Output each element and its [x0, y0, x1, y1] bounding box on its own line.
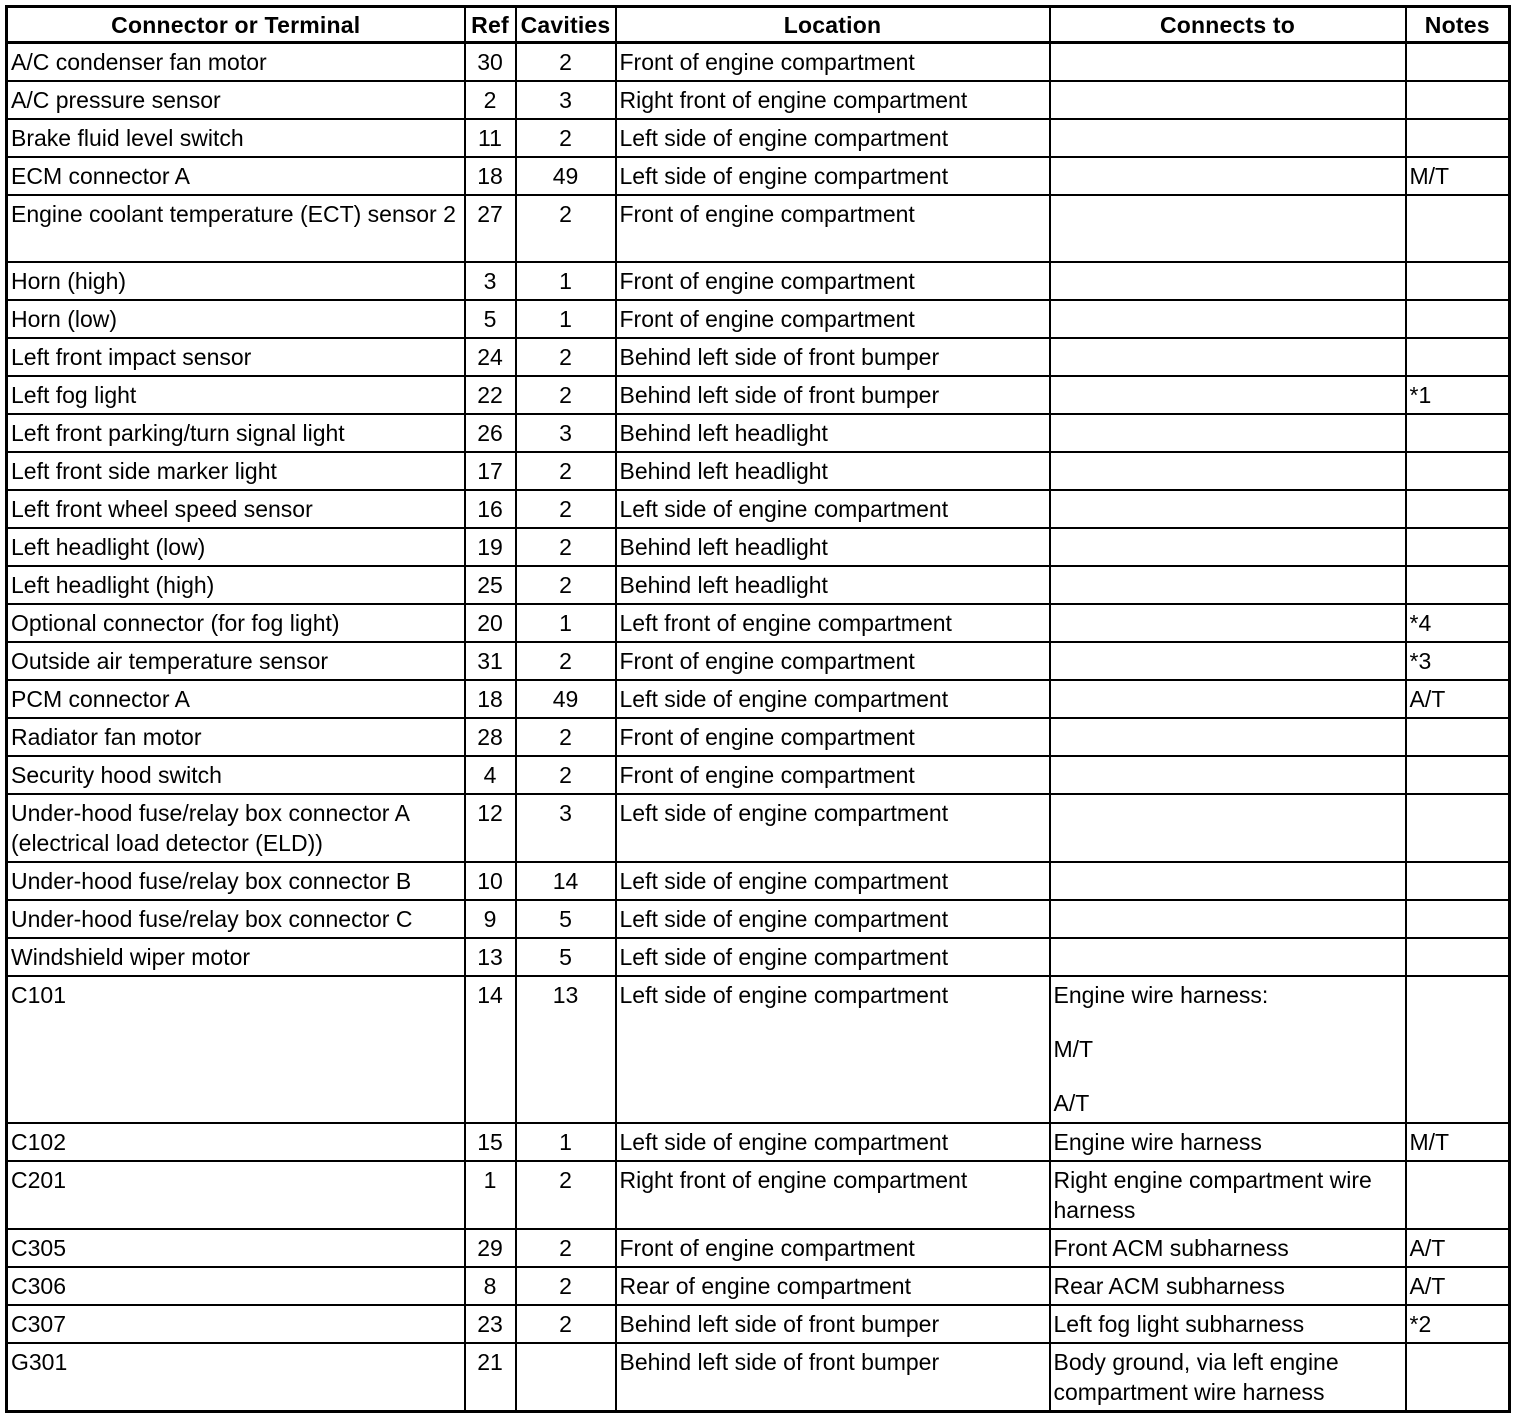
cell-cavities: 49: [516, 680, 616, 718]
cell-connects-to: [1050, 414, 1406, 452]
cell-connector: C201: [7, 1161, 465, 1229]
cell-connects-to: [1050, 862, 1406, 900]
cell-connects-to: [1050, 642, 1406, 680]
column-header-location: Location: [616, 7, 1050, 43]
cell-ref: 18: [465, 157, 516, 195]
table-row: [7, 414, 1510, 452]
cell-connects-to: [1050, 566, 1406, 604]
column-header-connector: Connector or Terminal: [7, 7, 465, 43]
cell-connector: Horn (high): [7, 262, 465, 300]
cell-cavities: 1: [516, 604, 616, 642]
cell-location: Left side of engine compartment: [616, 938, 1050, 976]
cell-cavities: 2: [516, 376, 616, 414]
column-header-connects-to: Connects to: [1050, 7, 1406, 43]
cell-location: Left side of engine compartment: [616, 119, 1050, 157]
cell-cavities: 3: [516, 794, 616, 862]
cell-notes: [1406, 794, 1510, 862]
table-row: [7, 756, 1510, 794]
cell-cavities: 2: [516, 642, 616, 680]
cell-connects-to: Right engine compartment wire harness: [1050, 1161, 1406, 1229]
cell-notes: A/T: [1406, 1267, 1510, 1305]
cell-notes: [1406, 338, 1510, 376]
cell-location: Front of engine compartment: [616, 718, 1050, 756]
cell-connects-to: [1050, 157, 1406, 195]
cell-cavities: 5: [516, 938, 616, 976]
cell-ref: 5: [465, 300, 516, 338]
table-row: [7, 604, 1510, 642]
cell-ref: 25: [465, 566, 516, 604]
table-row: [7, 900, 1510, 938]
cell-ref: 24: [465, 338, 516, 376]
cell-connector: Left headlight (high): [7, 566, 465, 604]
cell-connector: Under-hood fuse/relay box connector C: [7, 900, 465, 938]
cell-location: Left side of engine compartment: [616, 1123, 1050, 1161]
cell-connector: Under-hood fuse/relay box connector B: [7, 862, 465, 900]
cell-location: Left side of engine compartment: [616, 490, 1050, 528]
cell-ref: 23: [465, 1305, 516, 1343]
cell-connects-to: [1050, 119, 1406, 157]
cell-notes: [1406, 300, 1510, 338]
cell-cavities: 2: [516, 1305, 616, 1343]
cell-notes: [1406, 195, 1510, 262]
cell-connector: C101: [7, 976, 465, 1123]
cell-connector: G301: [7, 1343, 465, 1412]
cell-ref: 21: [465, 1343, 516, 1412]
cell-location: Behind left side of front bumper: [616, 1305, 1050, 1343]
table-row: [7, 1305, 1510, 1343]
connector-table: [5, 5, 1511, 1413]
cell-ref: 19: [465, 528, 516, 566]
cell-connector: A/C condenser fan motor: [7, 43, 465, 82]
cell-location: Behind left headlight: [616, 414, 1050, 452]
cell-location: Left side of engine compartment: [616, 862, 1050, 900]
cell-cavities: 2: [516, 1229, 616, 1267]
cell-connector: Left front impact sensor: [7, 338, 465, 376]
table-row: [7, 262, 1510, 300]
table-row: [7, 1343, 1510, 1412]
cell-cavities: [516, 1343, 616, 1412]
cell-notes: [1406, 1343, 1510, 1412]
cell-connects-to: Body ground, via left engine compartment wire harness: [1050, 1343, 1406, 1412]
cell-connects-to: [1050, 794, 1406, 862]
cell-connects-to: [1050, 452, 1406, 490]
cell-connector: ECM connector A: [7, 157, 465, 195]
cell-connector: Horn (low): [7, 300, 465, 338]
cell-location: Left front of engine compartment: [616, 604, 1050, 642]
cell-connector: Left front wheel speed sensor: [7, 490, 465, 528]
cell-connector: Engine coolant temperature (ECT) sensor 2: [7, 195, 465, 262]
cell-location: Behind left side of front bumper: [616, 1343, 1050, 1412]
cell-location: Front of engine compartment: [616, 262, 1050, 300]
table-row: [7, 195, 1510, 262]
cell-connector: Security hood switch: [7, 756, 465, 794]
cell-location: Behind left side of front bumper: [616, 338, 1050, 376]
cell-ref: 28: [465, 718, 516, 756]
cell-connector: Left front parking/turn signal light: [7, 414, 465, 452]
cell-notes: *4: [1406, 604, 1510, 642]
cell-ref: 12: [465, 794, 516, 862]
cell-notes: [1406, 490, 1510, 528]
cell-ref: 22: [465, 376, 516, 414]
cell-notes: [1406, 900, 1510, 938]
cell-ref: 15: [465, 1123, 516, 1161]
cell-connects-to: [1050, 300, 1406, 338]
cell-line: A/T: [1053, 1090, 1090, 1116]
cell-cavities: 2: [516, 490, 616, 528]
table-row: [7, 81, 1510, 119]
table-row: [7, 862, 1510, 900]
table-row: [7, 642, 1510, 680]
cell-notes: [1406, 119, 1510, 157]
cell-cavities: 13: [516, 976, 616, 1123]
cell-location: Right front of engine compartment: [616, 81, 1050, 119]
cell-connector: Left fog light: [7, 376, 465, 414]
cell-ref: 13: [465, 938, 516, 976]
cell-location: Left side of engine compartment: [616, 794, 1050, 862]
cell-connector: C307: [7, 1305, 465, 1343]
cell-notes: *2: [1406, 1305, 1510, 1343]
cell-notes: *3: [1406, 642, 1510, 680]
cell-connector: Optional connector (for fog light): [7, 604, 465, 642]
table-row: [7, 794, 1510, 862]
cell-notes: [1406, 756, 1510, 794]
column-header-cavities: Cavities: [516, 7, 616, 43]
cell-ref: 31: [465, 642, 516, 680]
cell-ref: 16: [465, 490, 516, 528]
cell-location: Behind left headlight: [616, 528, 1050, 566]
cell-location: Behind left headlight: [616, 566, 1050, 604]
cell-notes: [1406, 938, 1510, 976]
cell-location: Front of engine compartment: [616, 195, 1050, 262]
column-header-notes: Notes: [1406, 7, 1510, 43]
line-gap: [1054, 1010, 1402, 1034]
cell-notes: M/T: [1406, 1123, 1510, 1161]
cell-connector: Left front side marker light: [7, 452, 465, 490]
table-row: [7, 566, 1510, 604]
column-header-ref: Ref: [465, 7, 516, 43]
cell-cavities: 2: [516, 119, 616, 157]
cell-cavities: 1: [516, 300, 616, 338]
cell-cavities: 2: [516, 195, 616, 262]
cell-cavities: 2: [516, 452, 616, 490]
cell-location: Front of engine compartment: [616, 300, 1050, 338]
table-row: [7, 528, 1510, 566]
cell-connects-to: Front ACM subharness: [1050, 1229, 1406, 1267]
cell-notes: A/T: [1406, 1229, 1510, 1267]
cell-connector: Brake fluid level switch: [7, 119, 465, 157]
cell-connector: C306: [7, 1267, 465, 1305]
cell-connects-to: [1050, 680, 1406, 718]
cell-notes: [1406, 718, 1510, 756]
table-row: [7, 43, 1510, 82]
cell-connects-to: [1050, 338, 1406, 376]
table-row: [7, 976, 1510, 1123]
header-row: [7, 7, 1510, 43]
table-row: [7, 1161, 1510, 1229]
cell-cavities: 2: [516, 1161, 616, 1229]
cell-line: Engine wire harness:: [1053, 982, 1269, 1008]
cell-ref: 4: [465, 756, 516, 794]
cell-connects-to: [1050, 756, 1406, 794]
cell-notes: *1: [1406, 376, 1510, 414]
cell-connects-to: [1050, 718, 1406, 756]
cell-ref: 2: [465, 81, 516, 119]
cell-connector: C305: [7, 1229, 465, 1267]
cell-notes: [1406, 81, 1510, 119]
cell-ref: 17: [465, 452, 516, 490]
cell-connector: Radiator fan motor: [7, 718, 465, 756]
cell-ref: 30: [465, 43, 516, 82]
cell-connector: Outside air temperature sensor: [7, 642, 465, 680]
table-row: [7, 157, 1510, 195]
cell-location: Right front of engine compartment: [616, 1161, 1050, 1229]
cell-connects-to: Engine wire harness: [1050, 1123, 1406, 1161]
cell-notes: M/T: [1406, 157, 1510, 195]
table-row: [7, 490, 1510, 528]
cell-ref: 29: [465, 1229, 516, 1267]
cell-connector: PCM connector A: [7, 680, 465, 718]
cell-location: Rear of engine compartment: [616, 1267, 1050, 1305]
table-row: [7, 119, 1510, 157]
cell-notes: [1406, 566, 1510, 604]
cell-ref: 3: [465, 262, 516, 300]
cell-cavities: 49: [516, 157, 616, 195]
cell-connects-to: [1050, 528, 1406, 566]
cell-notes: [1406, 262, 1510, 300]
cell-connector: Under-hood fuse/relay box connector A (electrical load detector (ELD)): [7, 794, 465, 862]
cell-location: Front of engine compartment: [616, 756, 1050, 794]
table-row: [7, 1123, 1510, 1161]
cell-ref: 10: [465, 862, 516, 900]
table-row: [7, 452, 1510, 490]
line-gap: [1054, 1064, 1402, 1088]
cell-notes: A/T: [1406, 680, 1510, 718]
cell-location: Behind left headlight: [616, 452, 1050, 490]
cell-cavities: 14: [516, 862, 616, 900]
cell-ref: 9: [465, 900, 516, 938]
cell-ref: 27: [465, 195, 516, 262]
table-row: [7, 376, 1510, 414]
cell-connects-to: Rear ACM subharness: [1050, 1267, 1406, 1305]
cell-cavities: 2: [516, 718, 616, 756]
cell-location: Front of engine compartment: [616, 642, 1050, 680]
cell-connects-to: [1050, 976, 1406, 1123]
table-row: [7, 338, 1510, 376]
cell-ref: 26: [465, 414, 516, 452]
cell-connector: A/C pressure sensor: [7, 81, 465, 119]
cell-notes: [1406, 452, 1510, 490]
cell-ref: 8: [465, 1267, 516, 1305]
cell-notes: [1406, 862, 1510, 900]
cell-location: Left side of engine compartment: [616, 900, 1050, 938]
cell-connects-to: [1050, 43, 1406, 82]
cell-cavities: 1: [516, 1123, 616, 1161]
table-body: [7, 43, 1510, 1412]
cell-connects-to: [1050, 490, 1406, 528]
cell-connects-to: [1050, 376, 1406, 414]
cell-connector: C102: [7, 1123, 465, 1161]
cell-connects-to: [1050, 81, 1406, 119]
cell-notes: [1406, 43, 1510, 82]
table-row: [7, 300, 1510, 338]
cell-location: Behind left side of front bumper: [616, 376, 1050, 414]
cell-connects-to: [1050, 938, 1406, 976]
cell-ref: 18: [465, 680, 516, 718]
cell-connects-to: Left fog light subharness: [1050, 1305, 1406, 1343]
cell-ref: 20: [465, 604, 516, 642]
cell-cavities: 2: [516, 338, 616, 376]
cell-line: M/T: [1053, 1036, 1094, 1062]
cell-connects-to: [1050, 604, 1406, 642]
table-row: [7, 718, 1510, 756]
cell-connects-to: [1050, 262, 1406, 300]
cell-cavities: 3: [516, 414, 616, 452]
cell-ref: 11: [465, 119, 516, 157]
cell-notes: [1406, 976, 1510, 1123]
table-row: [7, 680, 1510, 718]
cell-location: Front of engine compartment: [616, 1229, 1050, 1267]
cell-cavities: 2: [516, 566, 616, 604]
cell-notes: [1406, 528, 1510, 566]
cell-connector: Windshield wiper motor: [7, 938, 465, 976]
cell-location: Left side of engine compartment: [616, 680, 1050, 718]
cell-cavities: 1: [516, 262, 616, 300]
cell-cavities: 2: [516, 1267, 616, 1305]
cell-ref: 1: [465, 1161, 516, 1229]
cell-location: Front of engine compartment: [616, 43, 1050, 82]
cell-ref: 14: [465, 976, 516, 1123]
table-row: [7, 1229, 1510, 1267]
cell-connects-to: [1050, 900, 1406, 938]
cell-location: Left side of engine compartment: [616, 157, 1050, 195]
cell-cavities: 2: [516, 43, 616, 82]
table-row: [7, 1267, 1510, 1305]
cell-location: Left side of engine compartment: [616, 976, 1050, 1123]
cell-cavities: 2: [516, 756, 616, 794]
cell-cavities: 5: [516, 900, 616, 938]
cell-connector: Left headlight (low): [7, 528, 465, 566]
cell-connects-to: [1050, 195, 1406, 262]
table-row: [7, 938, 1510, 976]
cell-cavities: 3: [516, 81, 616, 119]
cell-notes: [1406, 1161, 1510, 1229]
cell-cavities: 2: [516, 528, 616, 566]
cell-notes: [1406, 414, 1510, 452]
